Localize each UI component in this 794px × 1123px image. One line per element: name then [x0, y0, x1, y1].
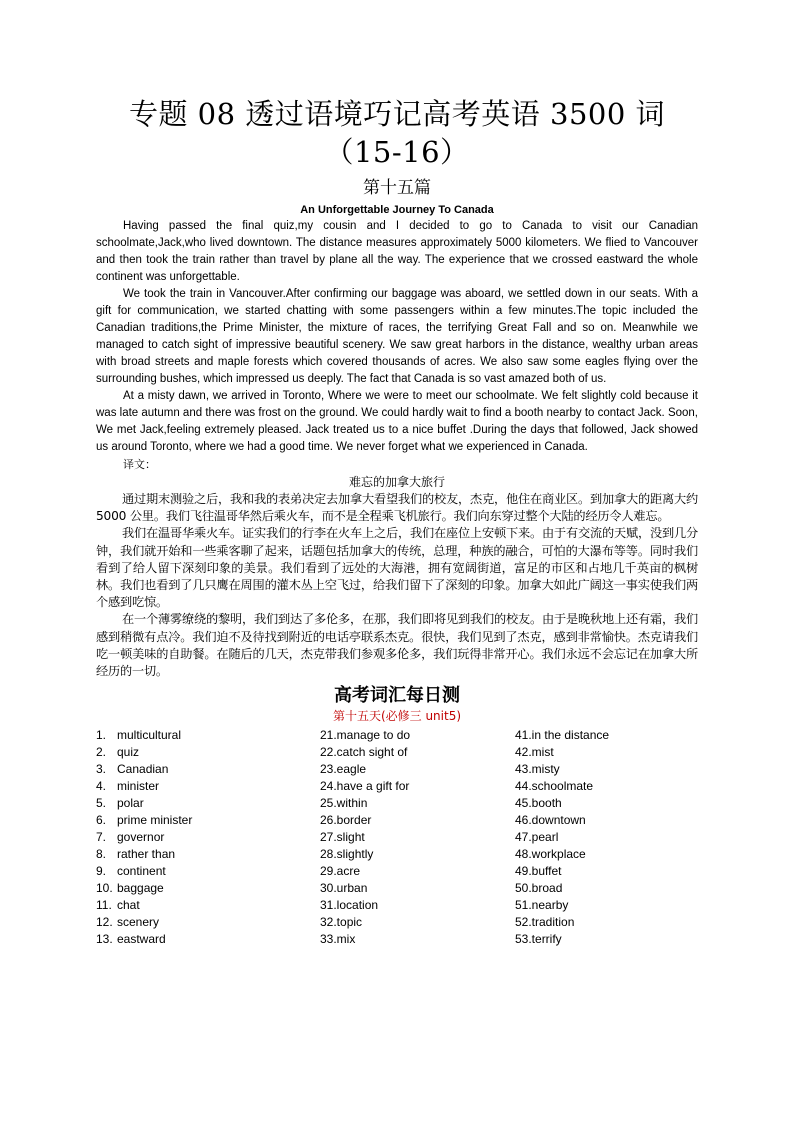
translation-label: 译文：: [123, 458, 156, 471]
vocab-item: 48.workplace: [515, 847, 586, 862]
vocab-item-word: quiz: [117, 745, 140, 760]
vocab-item-word: governor: [117, 830, 165, 845]
vocab-item-number: 9.: [96, 864, 107, 879]
vocab-item-number: 12.: [96, 915, 113, 930]
vocab-item: 53.terrify: [515, 932, 562, 947]
vocab-item-number: 1.: [96, 728, 107, 743]
vocab-item: 29.acre: [320, 864, 361, 879]
vocab-item-number: 4.: [96, 779, 107, 794]
vocab-item-word: polar: [117, 796, 144, 811]
translation-title: 难忘的加拿大旅行: [348, 475, 445, 489]
vocab-item: [96, 914, 192, 931]
title-line-1: 专题 08 透过语境巧记高考英语 3500 词: [128, 97, 666, 131]
vocab-item: 47.pearl: [515, 830, 559, 845]
vocab-item-number: 13.: [96, 932, 113, 947]
vocab-item-word: scenery: [117, 915, 160, 930]
vocab-item-word: chat: [117, 898, 140, 913]
vocab-list: [96, 727, 698, 957]
vocab-item-word: rather than: [117, 847, 176, 862]
vocab-item: 22.catch sight of: [320, 745, 408, 760]
vocab-column-2: [320, 727, 410, 948]
vocab-item-word: eastward: [117, 932, 166, 947]
article-paragraph: Having passed the final quiz,my cousin and I decided to go to Canada to visit our Canadian schoolmate,Jack,who lived downtown. The distance measures approximately 5000 kilometers. We flied to Vancouver and then took the train rather than travel by plane all the way. The experience that we crossed eastward the whole continent was unforgettable.: [96, 220, 698, 283]
vocab-item: 31.location: [320, 898, 379, 913]
vocab-item: 24.have a gift for: [320, 779, 410, 794]
vocab-item-number: 11.: [96, 898, 112, 913]
vocab-item: 23.eagle: [320, 762, 367, 777]
document-title: [96, 95, 698, 171]
vocab-section-title: 高考词汇每日测: [334, 685, 460, 707]
vocab-item-number: 6.: [96, 813, 107, 828]
vocab-item: 44.schoolmate: [515, 779, 594, 794]
vocab-item-word: minister: [117, 779, 160, 794]
vocab-item-word: multicultural: [117, 728, 182, 743]
vocab-item-number: 8.: [96, 847, 107, 862]
vocab-item: [96, 897, 192, 914]
article-title: An Unforgettable Journey To Canada: [300, 204, 494, 216]
vocab-item-word: continent: [117, 864, 166, 879]
vocab-item-number: 7.: [96, 830, 107, 845]
vocab-item: [96, 829, 192, 846]
vocab-column-3: [515, 727, 609, 948]
vocab-item: [96, 931, 192, 948]
vocab-subtitle: 第十五天(必修三 unit5): [332, 709, 462, 724]
vocab-column-1: [96, 727, 192, 948]
vocab-item: [96, 880, 192, 897]
vocab-item: 30.urban: [320, 881, 368, 896]
chapter-heading: 第十五篇: [363, 178, 431, 198]
title-line-2: （15-16）: [324, 135, 470, 169]
vocab-item: 27.slight: [320, 830, 365, 845]
vocab-item: 52.tradition: [515, 915, 575, 930]
vocab-item: 41.in the distance: [515, 728, 610, 743]
vocab-item: [96, 744, 192, 761]
vocab-item-word: prime minister: [117, 813, 193, 828]
vocab-item: [96, 778, 192, 795]
vocab-item: 50.broad: [515, 881, 563, 896]
vocab-item: 43.misty: [515, 762, 560, 777]
vocab-item: 32.topic: [320, 915, 363, 930]
vocab-item: 46.downtown: [515, 813, 586, 828]
vocab-item: 28.slightly: [320, 847, 374, 862]
article-paragraph: At a misty dawn, we arrived in Toronto, Where we were to meet our schoolmate. We felt slightly cold because it was late autumn and there was frost on the ground. We could hardly wait to find a booth nearby to contact Jack. Soon, We met Jack,feeling extremely pleased. Jack treated us to a nice buffet .During the days that followed, Jack showed us around Toronto, where we had a good time. We never forget what we experienced in Canada.: [96, 390, 698, 453]
vocab-item-number: 3.: [96, 762, 107, 777]
vocab-item: 45.booth: [515, 796, 562, 811]
vocab-item-word: baggage: [117, 881, 164, 896]
vocab-item-word: Canadian: [117, 762, 169, 777]
vocab-item: 33.mix: [320, 932, 356, 947]
vocab-item: [96, 812, 192, 829]
article-body: [96, 218, 698, 456]
vocab-item: 49.buffet: [515, 864, 562, 879]
vocab-item-number: 2.: [96, 745, 107, 760]
vocab-item: 25.within: [320, 796, 368, 811]
vocab-item-number: 10.: [96, 881, 113, 896]
translation-paragraph: 通过期末测验之后，我和我的表弟决定去加拿大看望我们的校友，杰克，他住在商业区。到加拿大的距离大约 5000 公里。我们飞往温哥华然后乘火车，而不是全程乘飞机旅行。我们向东穿过整个大陆的经历令人难忘。: [96, 492, 698, 524]
vocab-item: [96, 727, 192, 744]
vocab-item: 42.mist: [515, 745, 554, 760]
document-page: [96, 95, 698, 957]
vocab-item-number: 5.: [96, 796, 107, 811]
vocab-item: [96, 795, 192, 812]
vocab-item: 21.manage to do: [320, 728, 411, 743]
vocab-item: [96, 846, 192, 863]
translation-paragraph: 我们在温哥华乘火车。证实我们的行李在火车上之后，我们在座位上安顿下来。由于有交流的天赋，没到几分钟，我们就开始和一些乘客聊了起来，话题包括加拿大的传统，总理，种族的融合，可怕的大瀑布等等。同时我们看到了给人留下深刻印象的美景。我们看到了远处的大海港，拥有宽阔街道，富足的市区和占地几千英亩的枫树林。我们也看到了几只鹰在周围的灌木丛上空飞过，给我们留下了深刻的印象。加拿大如此广阔这一事实使我们两个感到吃惊。: [96, 526, 698, 610]
vocab-item: 26.border: [320, 813, 372, 828]
translation-paragraph: 在一个薄雾缭绕的黎明，我们到达了多伦多，在那，我们即将见到我们的校友。由于是晚秋地上还有霜，我们感到稍微有点冷。我们迫不及待找到附近的电话亭联系杰克。很快，我们见到了杰克，感到非常愉快。杰克请我们吃一顿美味的自助餐。在随后的几天，杰克带我们参观多伦多，我们玩得非常开心。我们永远不会忘记在加拿大所经历的一切。: [96, 612, 698, 679]
translation-body: [96, 491, 698, 680]
vocab-item: 51.nearby: [515, 898, 569, 913]
vocab-item: [96, 761, 192, 778]
vocab-item: [96, 863, 192, 880]
article-paragraph: We took the train in Vancouver.After confirming our baggage was aboard, we settled down in our seats. With a gift for communication, we started chatting with some passengers within a few minutes.The topic included the Canadian traditions,the Prime Minister, the mixture of races, the terrifying Great Fall and so on. Meanwhile we managed to catch sight of impressive beautiful scenery. We saw great harbors in the distance, wealthy urban areas with broad streets and maple forests which covered thousands of acres. We also saw some eagles flying over the surrounding bushes, which impressed us deeply. The fact that Canada is so vast amazed both of us.: [96, 288, 698, 385]
